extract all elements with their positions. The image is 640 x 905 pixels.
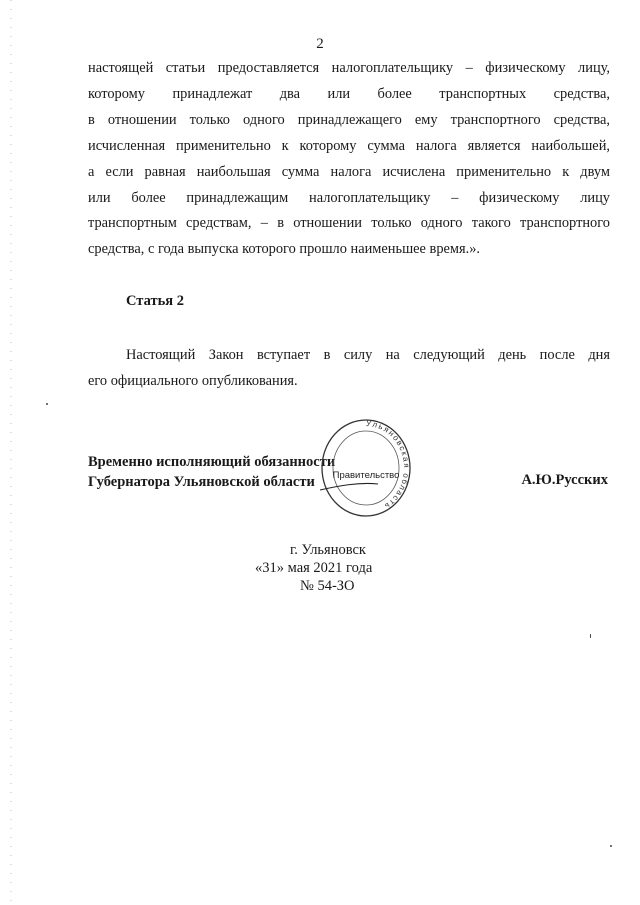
continued-paragraph <box>88 56 610 263</box>
signatory-position <box>88 452 335 492</box>
seal-center-text: Правительство <box>332 470 400 481</box>
paragraph-line: Настоящий Закон вступает в силу на следующий день после дня <box>126 347 610 363</box>
svg-text:Ульяновская область <box>366 419 411 512</box>
scan-speck <box>590 634 591 638</box>
paragraph-line: или более принадлежащим налогоплательщику – физическому лицу <box>88 189 610 206</box>
scan-margin-dots <box>10 0 12 905</box>
page-number: 2 <box>316 36 324 52</box>
signature-stroke <box>320 483 378 490</box>
paragraph-line: в отношении только одного принадлежащего ему транспортного средства, <box>88 111 610 128</box>
paragraph-line: транспортным средствам, – в отношении только одного такого транспортного <box>88 215 610 232</box>
paragraph-line: которому принадлежат два или более транспортных средства, <box>88 85 610 102</box>
article-2-paragraph <box>88 343 610 395</box>
date: «31» мая 2021 года <box>255 560 373 576</box>
law-number: № 54-ЗО <box>300 578 355 594</box>
paragraph-line: настоящей статьи предоставляется налогоплательщику – физическому лицу, <box>88 60 610 76</box>
paragraph-line: его официального опубликования. <box>88 372 298 389</box>
signatory-position-line: Губернатора Ульяновской области <box>88 474 315 490</box>
paragraph-line: средства, с года выпуска которого прошло наименьшее время.». <box>88 241 481 258</box>
article-heading: Статья 2 <box>126 293 184 309</box>
seal-ring-text: Ульяновская область <box>365 418 412 512</box>
place-date-number <box>0 541 640 595</box>
signatory-name: А.Ю.Русских <box>521 472 608 488</box>
paragraph-line: а если равная наибольшая сумма налога исчислена применительно к двум <box>88 163 610 180</box>
official-seal <box>318 412 414 522</box>
scan-speck <box>46 403 48 405</box>
paragraph-line: исчисленная применительно к которому сумма налога является наибольшей, <box>88 137 610 154</box>
signatory-position-line: Временно исполняющий обязанности <box>88 454 336 470</box>
city: г. Ульяновск <box>290 542 366 558</box>
scan-speck <box>610 845 612 847</box>
